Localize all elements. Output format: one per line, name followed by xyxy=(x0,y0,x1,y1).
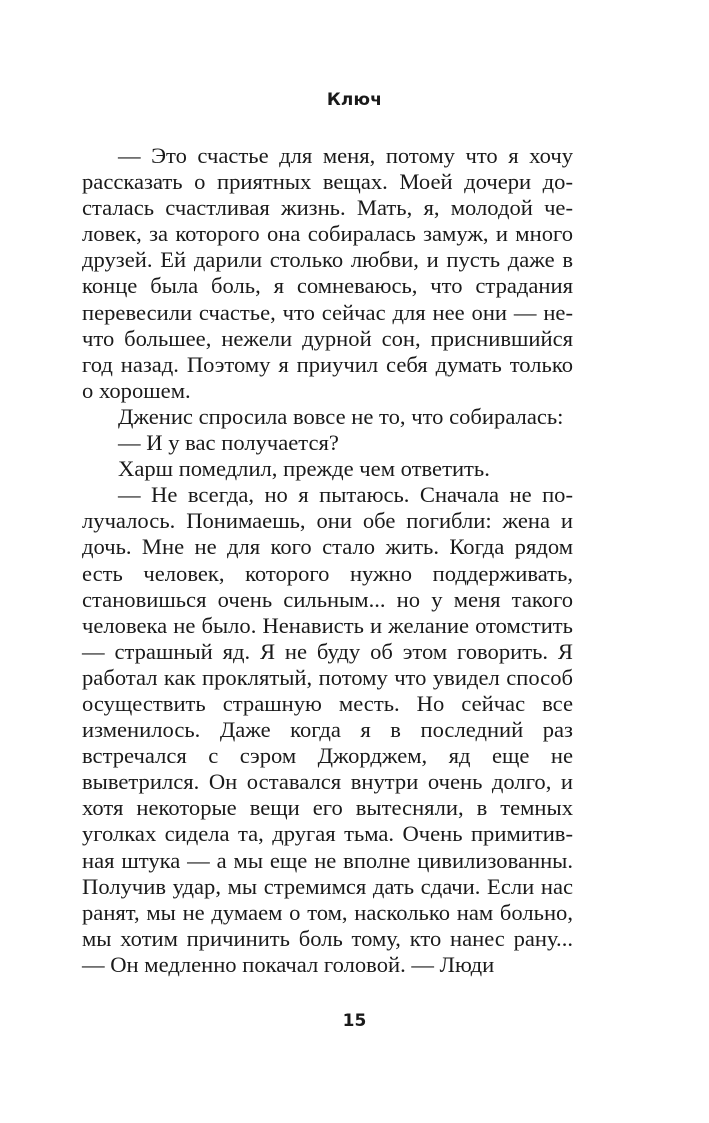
paragraph: Дженис спросила вовсе не то, что собиралась: xyxy=(118,403,564,429)
paragraph: — Не всегда, но я пытаюсь. Сначала не получалось. Понимаешь, они обе погибли: жена и дочь. Мне не для кого стало жить. Когда рядом есть человек, которого нужно поддерживать, становишься очень сильным... но у меня такого человека не было. Ненависть и желание отомстить — страшный яд. Я не буду об этом говорить. Я работал как проклятый, потому что увидел способ осуществить страшную месть. Но сейчас все изменилось. Даже когда я в последний раз встречался с сэром Джорджем, яд еще не выветрился. Он оставался внутри очень долго, и хотя некоторые вещи его вытесняли, в темных уголках сидела та, другая тьма. Очень примитивная штука — а мы еще не вполне цивилизованны. Получив удар, мы стремимся дать сдачи. Если нас ранят, мы не думаем о том, насколько нам больно, мы хотим причинить боль тому, кто нанес рану... — Он медленно покачал головой. — Люди xyxy=(82,482,573,977)
paragraph: Харш помедлил, прежде чем ответить. xyxy=(118,456,490,482)
running-head: Ключ xyxy=(326,90,383,110)
paragraph: — Это счастье для меня, потому что я хочу рассказать о приятных вещах. Моей дочери досталась счастливая жизнь. Мать, я, молодой человек, за которого она собиралась замуж, и много друзей. Ей дарили столько любви, и пусть даже в конце была боль, я сомневаюсь, что страдания перевесили счастье, что сейчас для нее они — нечто большее, нежели дурной сон, приснившийся год назад. Поэтому я приучил себя думать только о хорошем. xyxy=(82,143,573,403)
body-text xyxy=(82,143,573,978)
page-number: 15 xyxy=(342,1011,367,1031)
paragraph: — И у вас получается? xyxy=(118,430,339,456)
